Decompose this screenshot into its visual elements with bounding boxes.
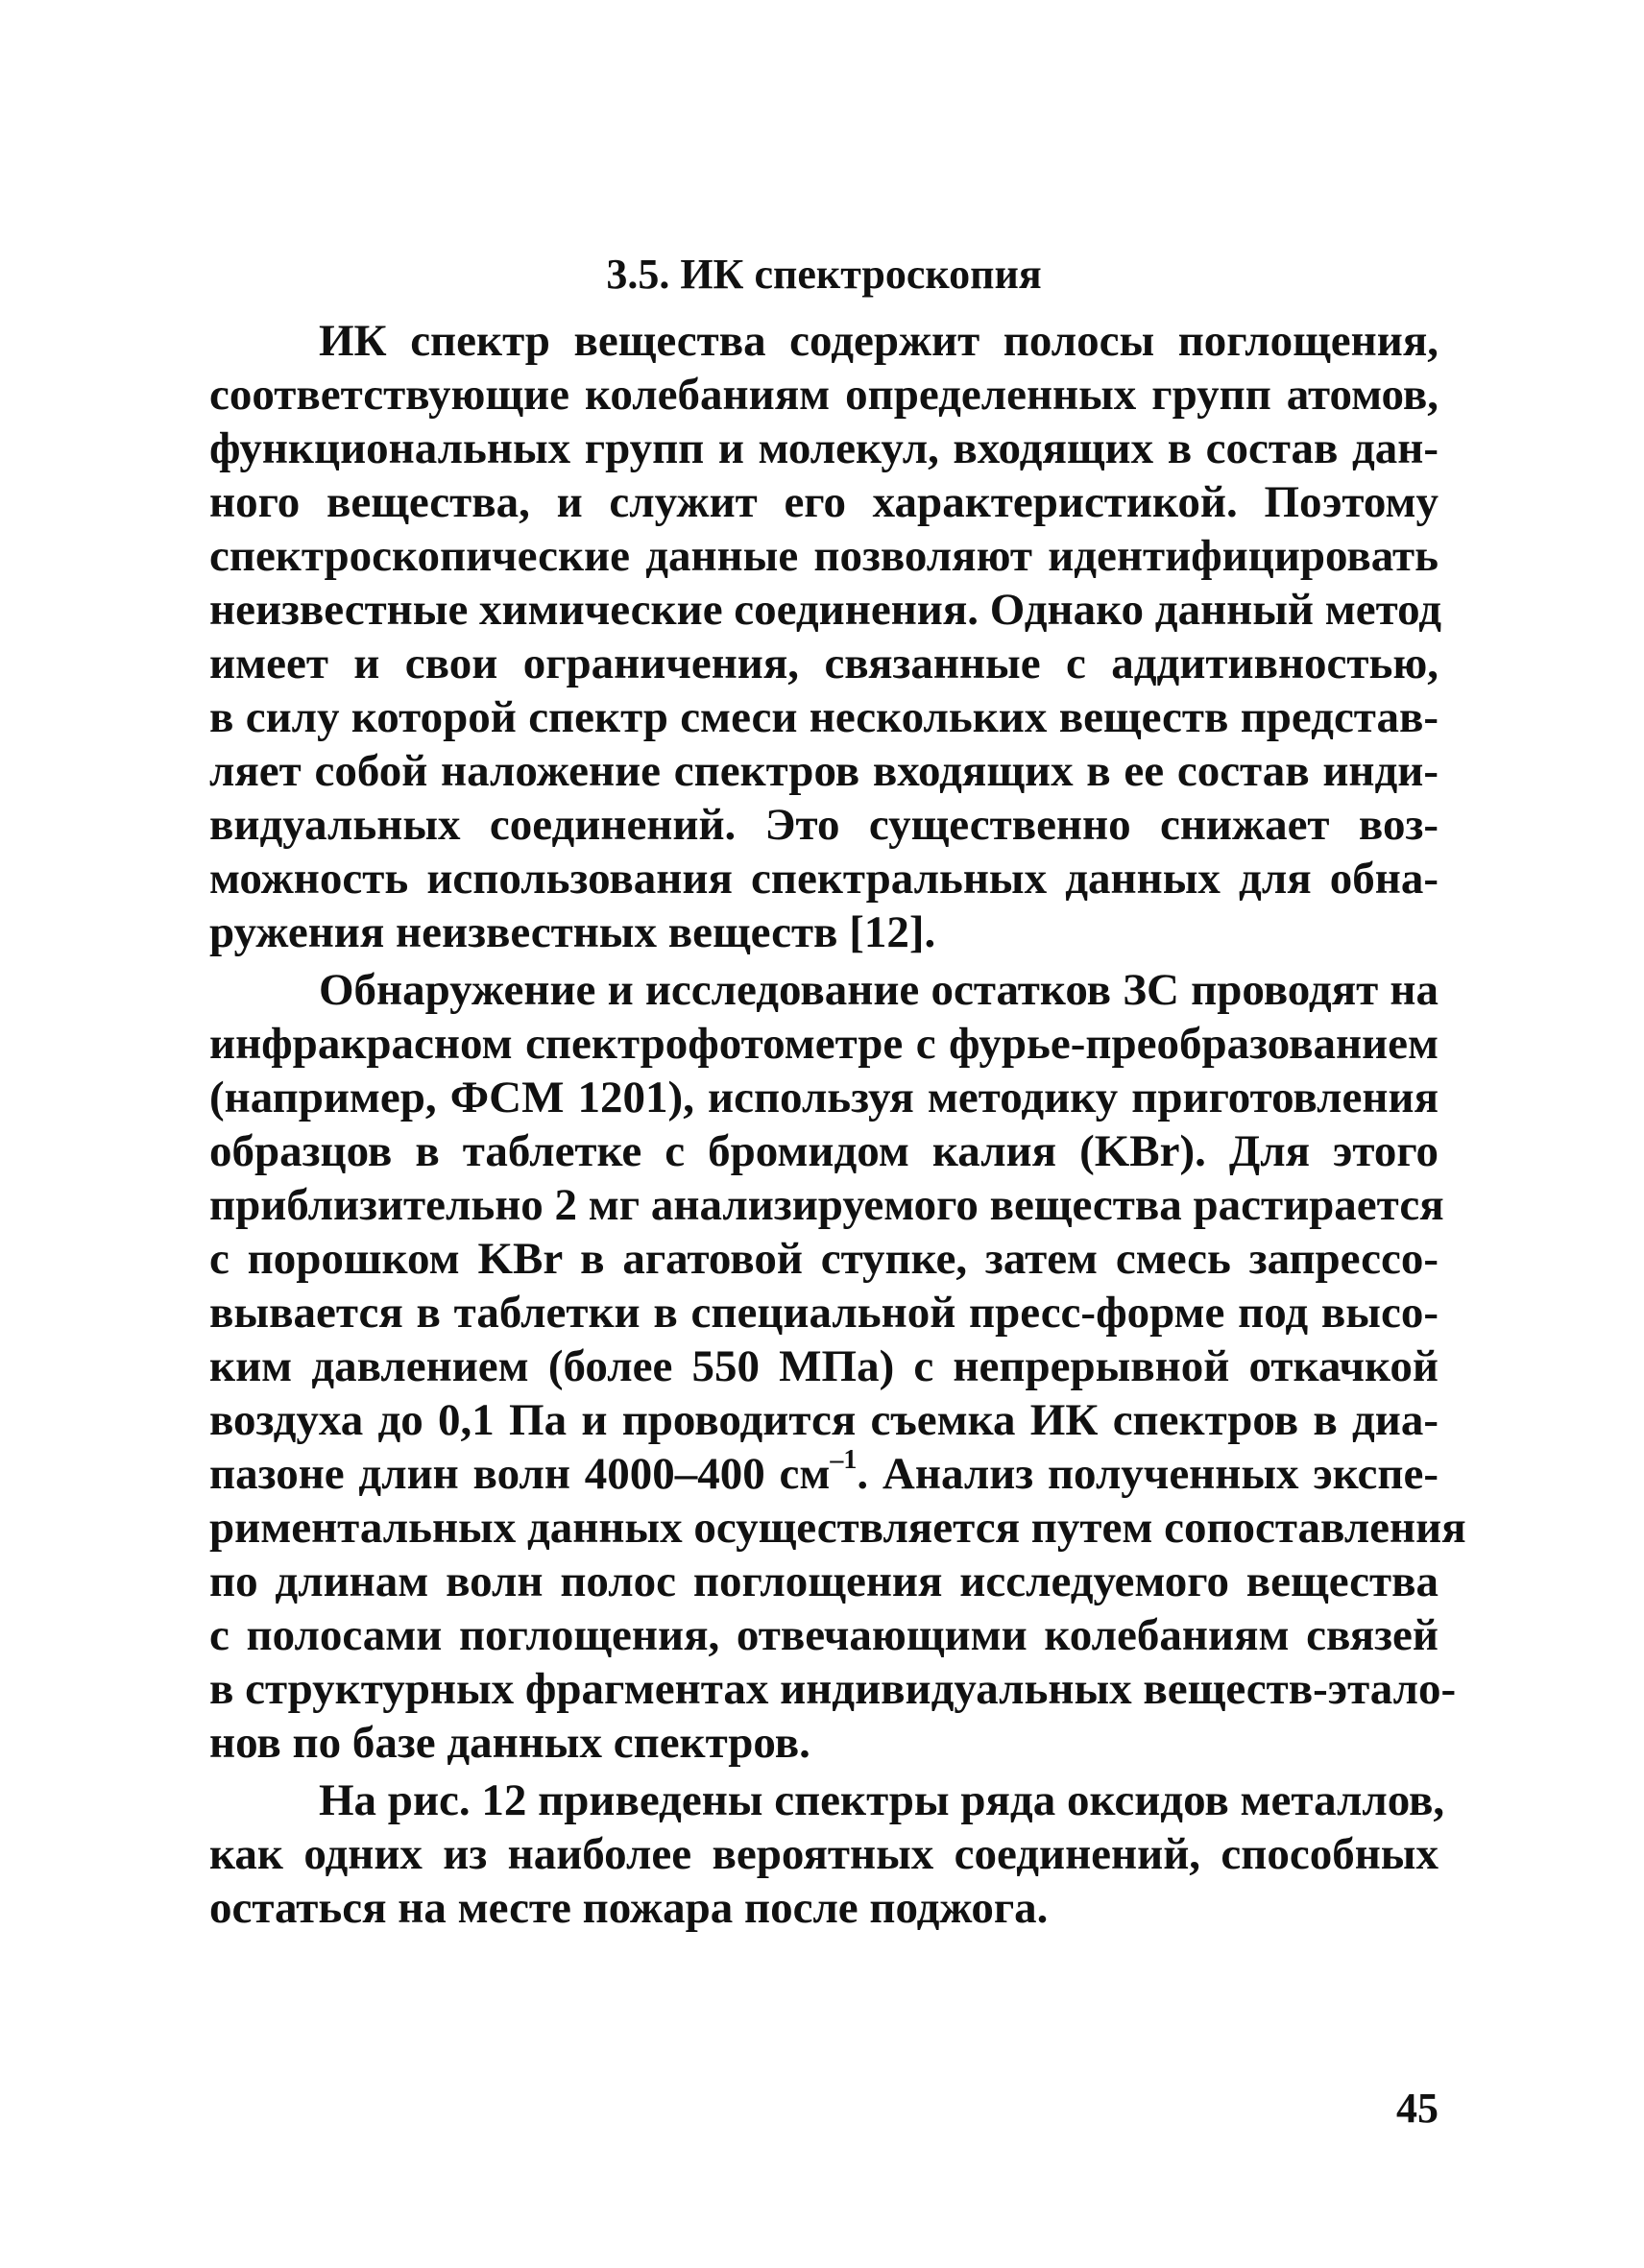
paragraph-2-line-3: (например, ФСМ 1201), используя методику приготовления [209,1073,1438,1122]
paragraph-1-line-5: спектроскопические данные позволяют идентифицировать [209,531,1438,581]
paragraph-1-line-9: ляет собой наложение спектров входящих в ее состав инди- [209,746,1438,796]
paragraph-1-line-1: ИК спектр вещества содержит полосы поглощения, [319,316,1438,366]
paragraph-1-line-4: ного вещества, и служит его характеристикой. Поэтому [209,477,1438,527]
paragraph-2-line-6: с порошком KBr в агатовой ступке, затем смесь запрессо- [209,1234,1438,1284]
paragraph-1-line-12: ружения неизвестных веществ [12]. [209,907,936,957]
paragraph-2-line-7: вывается в таблетки в специальной пресс-форме под высо- [209,1288,1438,1338]
paragraph-1-line-10: видуальных соединений. Это существенно снижает воз- [209,800,1438,850]
line-text: пазоне длин волн 4000–400 см [209,1449,831,1499]
page-number: 45 [1396,2085,1438,2132]
paragraph-2-line-4: образцов в таблетке с бромидом калия (KBr). Для этого [209,1126,1438,1176]
paragraph-3-line-3: остаться на месте пожара после поджога. [209,1883,1049,1933]
paragraph-3-line-1: На рис. 12 приведены спектры ряда оксидов металлов, [319,1775,1445,1825]
line-tail: . Анализ полученных экспе- [857,1449,1438,1499]
paragraph-2-line-13: с полосами поглощения, отвечающими колебаниям связей [209,1610,1438,1660]
paragraph-1-line-8: в силу которой спектр смеси нескольких веществ представ- [209,692,1438,742]
paragraph-2-line-14: в структурных фрагментах индивидуальных веществ-этало- [209,1664,1457,1714]
paragraph-1-line-3: функциональных групп и молекул, входящих в состав дан- [209,423,1438,473]
paragraph-2-line-12: по длинам волн полос поглощения исследуемого вещества [209,1556,1438,1606]
paragraph-2-line-15: нов по базе данных спектров. [209,1718,810,1768]
paragraph-2-line-10 [209,1446,1438,1502]
paragraph-2-line-2: инфракрасном спектрофотометре с фурье-преобразованием [209,1019,1438,1069]
paragraph-3-line-2: как одних из наиболее вероятных соединений, способных [209,1829,1438,1879]
paragraph-1-line-6: неизвестные химические соединения. Однако данный метод [209,585,1442,635]
paragraph-2-line-9: воздуха до 0,1 Па и проводится съемка ИК спектров в диа- [209,1395,1438,1445]
paragraph-1-line-2: соответствующие колебаниям определенных групп атомов, [209,370,1438,420]
paragraph-2-line-1: Обнаружение и исследование остатков ЗС проводят на [319,965,1438,1015]
paragraph-2-line-8: ким давлением (более 550 МПа) с непрерывной откачкой [209,1341,1438,1391]
paragraph-1-line-7: имеет и свои ограничения, связанные с аддитивностью, [209,639,1438,688]
paragraph-2-line-11: риментальных данных осуществляется путем сопоставления [209,1503,1466,1553]
superscript-minus-one: –1 [830,1445,858,1476]
paragraph-2-line-5: приблизительно 2 мг анализируемого вещества растирается [209,1180,1444,1230]
paragraph-1-line-11: можность использования спектральных данных для обна- [209,854,1438,904]
section-heading: 3.5. ИК спектроскопия [606,251,1042,298]
